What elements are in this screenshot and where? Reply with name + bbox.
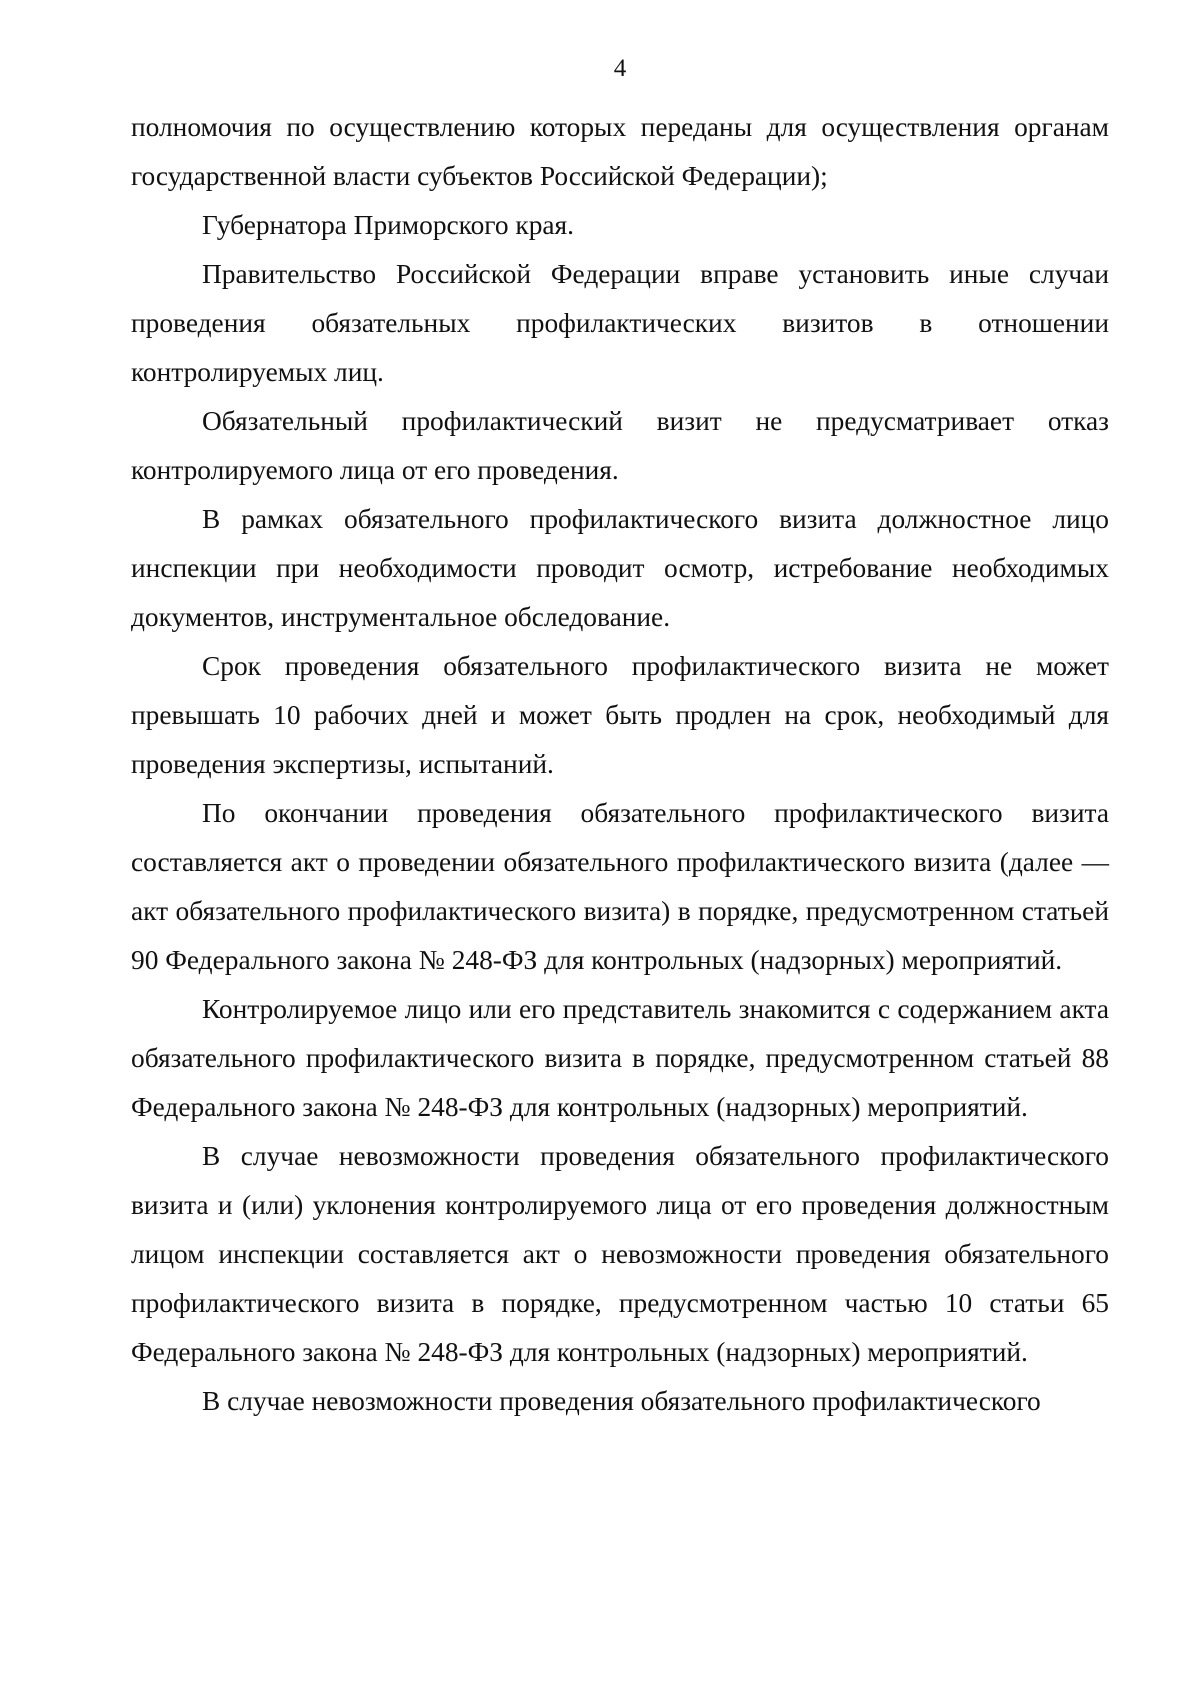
paragraph-4: Обязательный профилактический визит не предусматривает отказ контролируемого лица от его проведения. (131, 406, 1109, 485)
paragraph-10: В случае невозможности проведения обязательного профилактического (202, 1386, 1041, 1416)
document-body (131, 103, 1109, 1426)
paragraph-5: В рамках обязательного профилактического визита должностное лицо инспекции при необходимости проводит осмотр, истребование необходимых документов, инструментальное обследование. (131, 504, 1109, 632)
page-number: 4 (613, 55, 627, 82)
paragraph-1: полномочия по осуществлению которых переданы для осуществления органам государственной власти субъектов Российской Федерации); (131, 112, 1109, 191)
paragraph-6: Срок проведения обязательного профилактического визита не может превышать 10 рабочих дней и может быть продлен на срок, необходимый для проведения экспертизы, испытаний. (131, 651, 1109, 779)
paragraph-3: Правительство Российской Федерации вправе установить иные случаи проведения обязательных профилактических визитов в отношении контролируемых лиц. (131, 259, 1109, 387)
paragraph-9: В случае невозможности проведения обязательного профилактического визита и (или) уклонения контролируемого лица от его проведения должностным лицом инспекции составляется акт о невозможности проведения обязательного профилактического визита в порядке, предусмотренном частью 10 статьи 65 Федерального закона № 248-ФЗ для контрольных (надзорных) мероприятий. (131, 1141, 1109, 1367)
paragraph-2: Губернатора Приморского края. (202, 210, 574, 240)
paragraph-7: По окончании проведения обязательного профилактического визита составляется акт о проведении обязательного профилактического визита (далее — акт обязательного профилактического визита) в порядке, предусмотренном статьей 90 Федерального закона № 248-ФЗ для контрольных (надзорных) мероприятий. (131, 798, 1109, 975)
paragraph-8: Контролируемое лицо или его представитель знакомится с содержанием акта обязательного профилактического визита в порядке, предусмотренном статьей 88 Федерального закона № 248-ФЗ для контрольных (надзорных) мероприятий. (131, 994, 1109, 1122)
